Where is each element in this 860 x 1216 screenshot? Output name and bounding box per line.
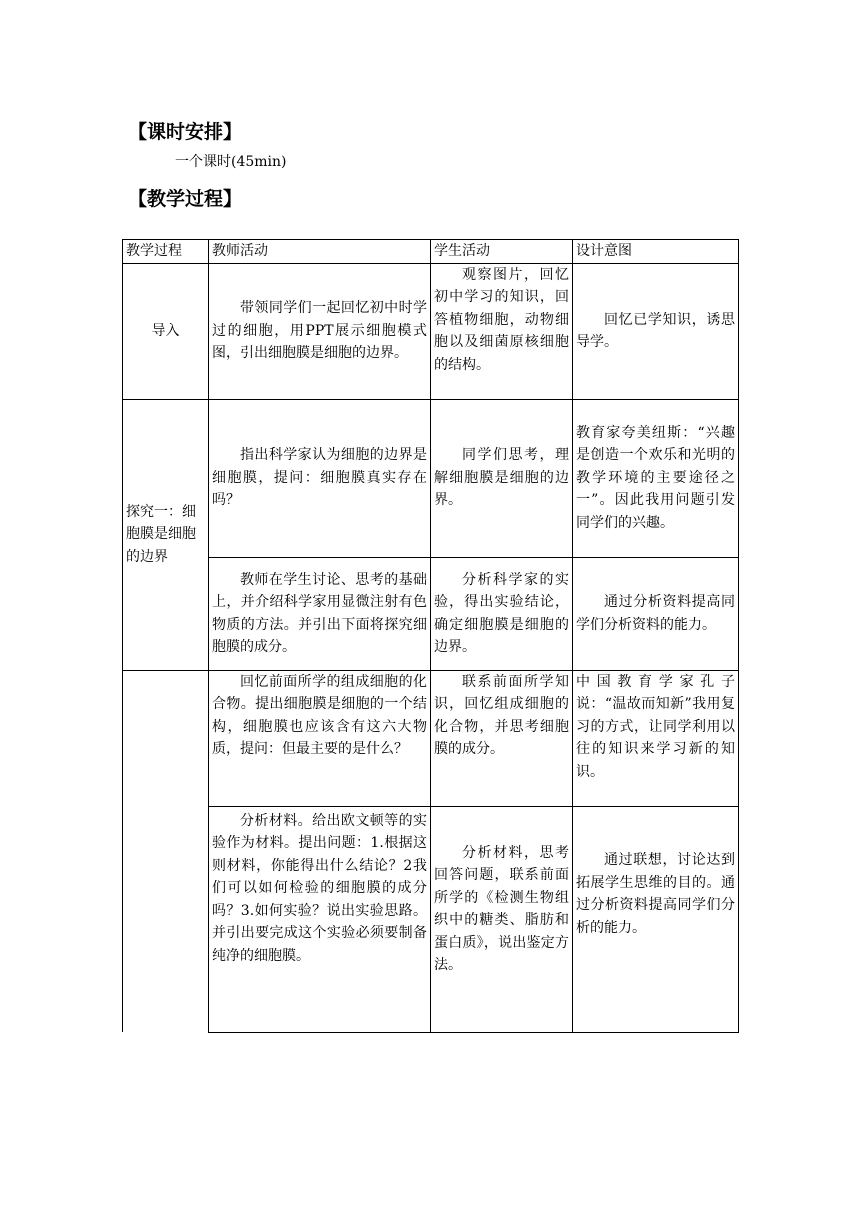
cell-intent: 回忆已学知识，诱思导学。 xyxy=(573,263,739,399)
cell-teacher: 带领同学们一起回忆初中时学过的细胞，用PPT展示细胞模式图，引出细胞膜是细胞的边界。 xyxy=(209,263,431,399)
cell-stage: 导入 xyxy=(123,263,209,399)
header-stage: 教学过程 xyxy=(123,240,209,264)
cell-intent: 通过分析资料提高同学们分析资料的能力。 xyxy=(573,557,739,670)
cell-stage xyxy=(123,670,209,1032)
table-row xyxy=(123,263,739,399)
cell-intent: 中国教育学家孔子说：“温故而知新”我用复习的方式，让同学利用以往的知识来学习新的知识。 xyxy=(573,670,739,806)
cell-teacher: 分析材料。给出欧文顿等的实验作为材料。提出问题：1.根据这则材料，你能得出什么结论？2我们可以如何检验的细胞膜的成分吗？3.如何实验？说出实验思路。并引出要完成这个实验必须要制备纯净的细胞膜。 xyxy=(209,806,431,1032)
cell-student: 观察图片，回忆初中学习的知识，回答植物细胞，动物细胞以及细菌原核细胞的结构。 xyxy=(431,263,573,399)
cell-teacher: 指出科学家认为细胞的边界是细胞膜，提问：细胞膜真实存在吗？ xyxy=(209,399,431,557)
header-intent: 设计意图 xyxy=(573,240,739,264)
cell-student: 分析科学家的实验，得出实验结论，确定细胞膜是细胞的边界。 xyxy=(431,557,573,670)
cell-teacher: 回忆前面所学的组成细胞的化合物。提出细胞膜是细胞的一个结构，细胞膜也应该含有这六大物质，提问：但最主要的是什么？ xyxy=(209,670,431,806)
schedule-detail: 一个课时(45min) xyxy=(175,154,287,170)
cell-stage: 探究一：细胞膜是细胞的边界 xyxy=(123,399,209,670)
header-teacher: 教师活动 xyxy=(209,240,431,264)
cell-intent: 通过联想，讨论达到拓展学生思维的目的。通过分析资料提高同学们分析的能力。 xyxy=(573,806,739,1032)
schedule-heading: 【课时安排】 xyxy=(128,121,243,143)
table-row xyxy=(123,557,739,670)
table-row xyxy=(123,670,739,806)
table-header-row xyxy=(123,240,739,264)
cell-intent: 教育家夸美纽斯：“兴趣是创造一个欢乐和光明的教学环境的主要途径之一”。因此我用问题引发同学们的兴趣。 xyxy=(573,399,739,557)
cell-teacher: 教师在学生讨论、思考的基础上，并介绍科学家用显微注射有色物质的方法。并引出下面将探究细胞膜的成分。 xyxy=(209,557,431,670)
header-student: 学生活动 xyxy=(431,240,573,264)
cell-student: 分析材料，思考回答问题，联系前面所学的《检测生物组织中的糖类、脂肪和蛋白质》，说出鉴定方法。 xyxy=(431,806,573,1032)
cell-student: 同学们思考，理解细胞膜是细胞的边界。 xyxy=(431,399,573,557)
table-row xyxy=(123,806,739,1032)
process-heading: 【教学过程】 xyxy=(128,188,243,210)
cell-student: 联系前面所学知识，回忆组成细胞的化合物，并思考细胞膜的成分。 xyxy=(431,670,573,806)
teaching-process-table xyxy=(122,239,739,1033)
table-row xyxy=(123,399,739,557)
